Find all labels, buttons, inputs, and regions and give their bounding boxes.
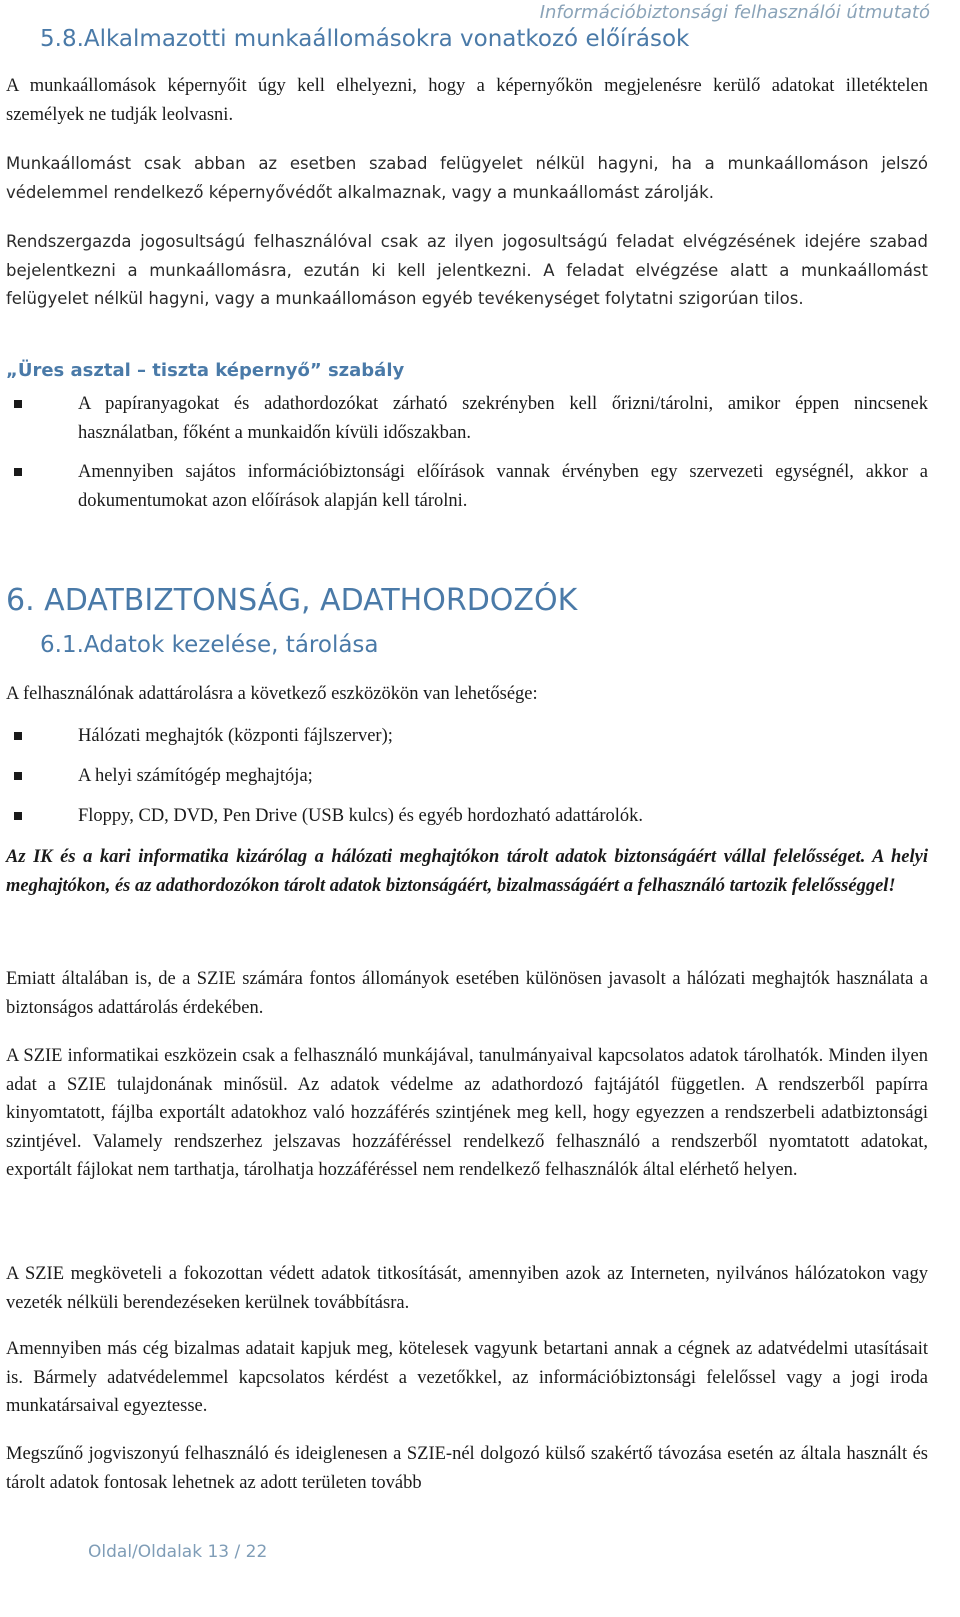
rule-subheading: „Üres asztal – tiszta képernyő” szabály	[6, 360, 405, 381]
section-heading-6-1	[40, 632, 379, 658]
bullet-icon	[14, 772, 22, 780]
section-heading-5-8	[40, 26, 689, 52]
section-title: Adatok kezelése, tárolása	[83, 632, 379, 658]
section-number: 6.1.	[40, 632, 84, 658]
paragraph: A munkaállomások képernyőit úgy kell elhelyezni, hogy a képernyőkön megjelenésre kerülő adatokat illetéktelen személyek ne tudják leolvasni.	[6, 76, 928, 125]
paragraph: A SZIE megköveteli a fokozottan védett adatok titkosítását, amennyiben azok az Interneten, nyilvános hálózatokon vagy vezeték nélküli berendezéseken kerülnek továbbításra.	[6, 1264, 928, 1313]
list-item-text: Amennyiben sajátos információbiztonsági előírások vannak érvényben egy szervezeti egységnél, akkor a dokumentumokat azon előírások alapján kell tárolni.	[78, 462, 928, 511]
paragraph: Megszűnő jogviszonyú felhasználó és ideiglenesen a SZIE-nél dolgozó külső szakértő távozása esetén az általa használt és tárolt adatok fontosak lehetnek az adott területen tovább	[6, 1444, 928, 1493]
paragraph: Munkaállomást csak abban az esetben szabad felügyelet nélkül hagyni, ha a munkaállomáson jelszó védelemmel rendelkező képernyővédőt alkalmaznak, vagy a munkaállomást zárolják.	[6, 154, 928, 202]
bullet-icon	[14, 400, 22, 408]
running-header: Információbiztonsági felhasználói útmutató	[539, 2, 930, 23]
list-item-text: A helyi számítógép meghajtója;	[78, 766, 313, 786]
chapter-heading-6	[6, 583, 577, 618]
bullet-icon	[14, 732, 22, 740]
list-item-text: Floppy, CD, DVD, Pen Drive (USB kulcs) és egyéb hordozható adattárolók.	[78, 806, 644, 826]
chapter-number: 6.	[6, 583, 35, 618]
chapter-title: ADATBIZTONSÁG, ADATHORDOZÓK	[44, 583, 578, 618]
list-item-text: A papíranyagokat és adathordozókat zárható szekrényben kell őrizni/tárolni, amikor éppen nincsenek használatban, főként a munkaidőn kívüli időszakban.	[78, 394, 928, 443]
bullet-icon	[14, 468, 22, 476]
paragraph: A felhasználónak adattárolásra a következő eszközökön van lehetősége:	[6, 684, 538, 704]
paragraph: Amennyiben más cég bizalmas adatait kapjuk meg, kötelesek vagyunk betartani annak a cégnek az adatvédelmi utasításait is. Bármely adatvédelemmel kapcsolatos kérdést a vezetőkkel, az információbiztonsági felelőssel vagy a jogi iroda munkatársaival egyeztesse.	[6, 1339, 928, 1416]
section-title: Alkalmazotti munkaállomásokra vonatkozó előírások	[83, 26, 690, 52]
section-number: 5.8.	[40, 26, 84, 52]
paragraph: A SZIE informatikai eszközein csak a felhasználó munkájával, tanulmányaival kapcsolatos adatok tárolhatók. Minden ilyen adat a SZIE tulajdonának minősül. Az adatok védelme az adathordozó fajtájától független. A rendszerből papírra kinyomtatott, fájlba exportált adatokhoz való hozzáférés szintjének meg kell, hogy egyezzen a rendszerbeli adatbiztonsági szintjével. Valamely rendszerhez jelszavas hozzáféréssel rendelkező felhasználó a rendszerből nyomtatott adatokat, exportált fájlokat nem tarthatja, tárolhatja hozzáféréssel nem rendelkező felhasználók által elérhető helyen.	[6, 1046, 928, 1180]
bullet-icon	[14, 812, 22, 820]
page-number-footer: Oldal/Oldalak 13 / 22	[88, 1542, 268, 1562]
emphasis-paragraph: Az IK és a kari informatika kizárólag a hálózati meghajtókon tárolt adatok biztonságáért vállal felelősséget. A helyi meghajtókon, és az adathordozókon tárolt adatok biztonságáért, bizalmasságáért a felhasználó tartozik felelősséggel!	[6, 847, 928, 896]
paragraph: Rendszergazda jogosultságú felhasználóval csak az ilyen jogosultságú feladat elvégzésének idejére szabad bejelentkezni a munkaállomásra, ezután ki kell jelentkezni. A feladat elvégzése alatt a munkaállomást felügyelet nélkül hagyni, vagy a munkaállomáson egyéb tevékenységet folytatni szigorúan tilos.	[6, 232, 928, 308]
paragraph: Emiatt általában is, de a SZIE számára fontos állományok esetében különösen javasolt a hálózati meghajtók használata a biztonságos adattárolás érdekében.	[6, 969, 928, 1018]
list-item-text: Hálózati meghajtók (központi fájlszerver);	[78, 726, 393, 746]
